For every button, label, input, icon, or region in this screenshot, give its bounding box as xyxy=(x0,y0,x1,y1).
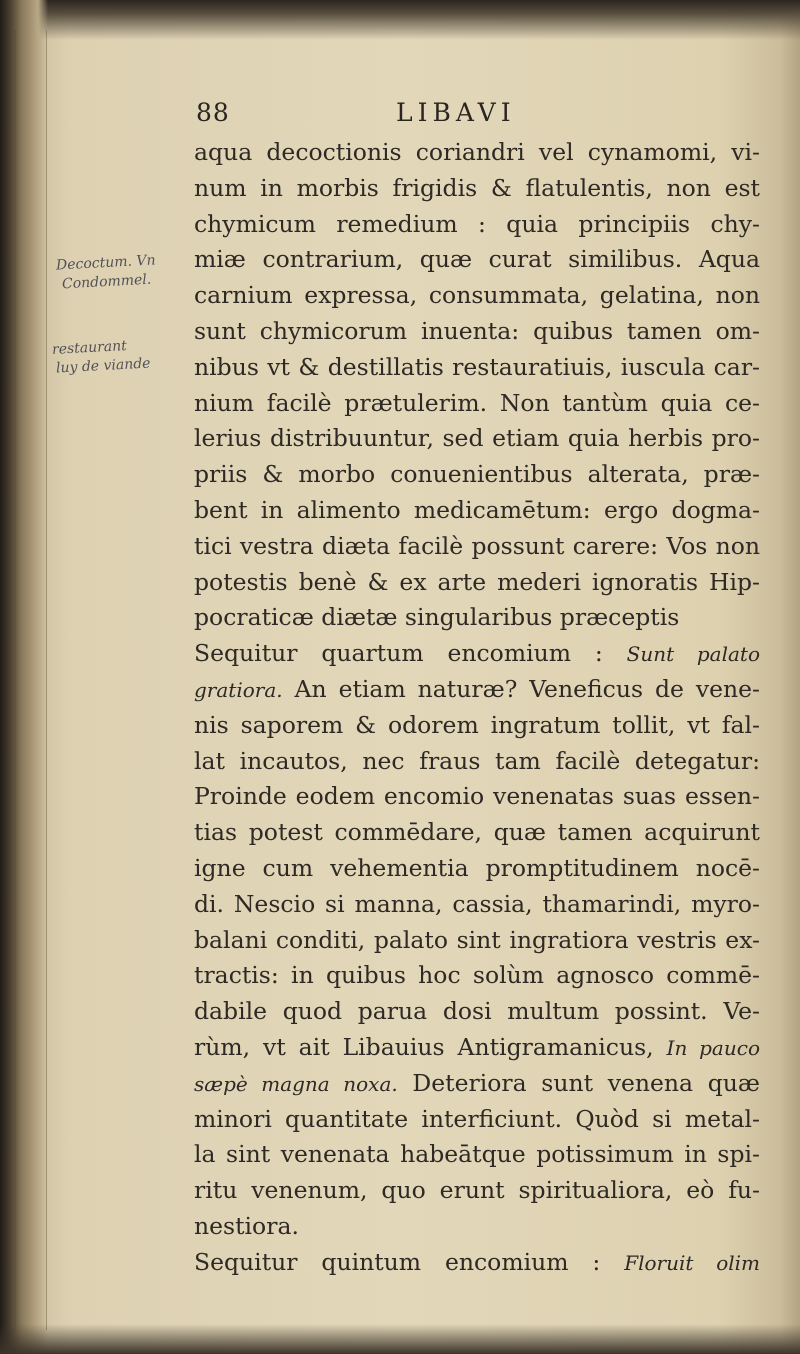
text-line xyxy=(194,851,760,887)
text-line xyxy=(194,457,760,493)
text-line xyxy=(194,994,760,1030)
text-line xyxy=(194,421,760,457)
body-text xyxy=(194,135,760,1281)
text-segment: An etiam naturæ? Veneficus de vene- xyxy=(282,674,760,703)
text-segment: la sint venenata habeātque potissimum in spi- xyxy=(194,1140,760,1169)
text-segment: Floruit olim xyxy=(624,1250,760,1275)
text-line xyxy=(194,887,760,923)
text-line xyxy=(194,207,760,243)
margin-note-2-line-2: luy de viande xyxy=(55,355,151,377)
margin-note-1-line-1: Decoctum. Vn xyxy=(55,252,156,274)
text-segment: Proinde eodem encomio venenatas suas essen- xyxy=(194,782,760,811)
text-line xyxy=(194,923,760,959)
text-line xyxy=(194,815,760,851)
text-segment: pocraticæ diætæ singularibus præceptis xyxy=(194,603,680,632)
text-line xyxy=(194,600,760,636)
text-line xyxy=(194,278,760,314)
text-line xyxy=(194,1066,760,1102)
text-segment: carnium expressa, consummata, gelatina, non xyxy=(194,281,760,310)
margin-note-2-line-1: restaurant xyxy=(51,338,128,358)
text-segment: nis saporem & odorem ingratum tollit, vt fal- xyxy=(194,710,760,739)
text-segment: igne cum vehementia promptitudinem nocē- xyxy=(194,853,760,882)
text-segment: balani conditi, palato sint ingratiora vestris ex- xyxy=(194,925,760,954)
text-segment: sæpè magna noxa. xyxy=(194,1071,398,1096)
text-line xyxy=(194,135,760,171)
page-number: 88 xyxy=(196,98,230,127)
text-line xyxy=(194,493,760,529)
text-segment: tici vestra diæta facilè possunt carere: Vos non xyxy=(194,531,760,560)
text-segment: nium facilè prætulerim. Non tantùm quia ce- xyxy=(194,388,760,417)
text-segment: nibus vt & destillatis restauratiuis, iuscula car- xyxy=(194,352,760,381)
text-line xyxy=(194,565,760,601)
text-segment: Deteriora sunt venena quæ xyxy=(397,1068,760,1097)
text-segment: In pauco xyxy=(666,1035,760,1060)
text-segment: aqua decoctionis coriandri vel cynamomi, vi- xyxy=(194,138,760,166)
text-segment: minori quantitate interficiunt. Quòd si metal- xyxy=(194,1104,760,1133)
text-line xyxy=(194,350,760,386)
top-shadow xyxy=(0,0,800,40)
text-segment: rùm, vt ait Libauius Antigramanicus, xyxy=(194,1032,667,1061)
text-segment: ritu venenum, quo erunt spiritualiora, eò fu- xyxy=(194,1176,760,1205)
text-line xyxy=(194,1245,760,1281)
text-line xyxy=(194,1137,760,1173)
text-segment: lerius distribuuntur, sed etiam quia herbis pro- xyxy=(194,424,760,453)
text-segment: tractis: in quibus hoc solùm agnosco commē- xyxy=(194,961,760,990)
text-line xyxy=(194,314,760,350)
text-segment: priis & morbo conuenientibus alterata, præ- xyxy=(194,460,760,489)
text-segment: lat incautos, nec fraus tam facilè detegatur: xyxy=(194,746,760,775)
text-segment: sunt chymicorum inuenta: quibus tamen om- xyxy=(194,316,760,345)
text-line xyxy=(194,1173,760,1209)
text-segment: gratiora. xyxy=(194,677,283,702)
text-segment: miæ contrarium, quæ curat similibus. Aqua xyxy=(194,245,760,274)
text-line xyxy=(194,744,760,780)
bottom-shadow xyxy=(0,1324,800,1354)
text-line xyxy=(194,1102,760,1138)
text-line xyxy=(194,386,760,422)
text-line xyxy=(194,779,760,815)
text-line xyxy=(194,1030,760,1066)
text-segment: Sunt palato xyxy=(626,642,760,667)
text-segment: Sequitur quintum encomium : xyxy=(194,1247,625,1276)
text-segment: nestiora. xyxy=(194,1211,299,1240)
text-segment: Sequitur quartum encomium : xyxy=(194,639,627,668)
text-segment: di. Nescio si manna, cassia, thamarindi, myro- xyxy=(194,889,760,918)
text-segment: tias potest commēdare, quæ tamen acquirunt xyxy=(194,818,760,847)
text-segment: potestis benè & ex arte mederi ignoratis Hip- xyxy=(194,567,760,596)
margin-note-1-line-2: Condommel. xyxy=(61,271,152,293)
text-line xyxy=(194,708,760,744)
text-line xyxy=(194,672,760,708)
running-title: LIBAVI xyxy=(396,98,516,127)
text-line xyxy=(194,242,760,278)
text-segment: num in morbis frigidis & flatulentis, non est xyxy=(194,173,760,202)
page-stack-edge xyxy=(14,30,47,1330)
text-line xyxy=(194,529,760,565)
running-head xyxy=(196,98,756,134)
text-line xyxy=(194,636,760,672)
text-line xyxy=(194,1209,760,1245)
text-segment: bent in alimento medicamētum: ergo dogma- xyxy=(194,495,760,524)
text-segment: dabile quod parua dosi multum possint. Ve- xyxy=(194,997,760,1026)
text-line xyxy=(194,171,760,207)
text-segment: chymicum remedium : quia principiis chy- xyxy=(194,209,760,238)
text-line xyxy=(194,958,760,994)
